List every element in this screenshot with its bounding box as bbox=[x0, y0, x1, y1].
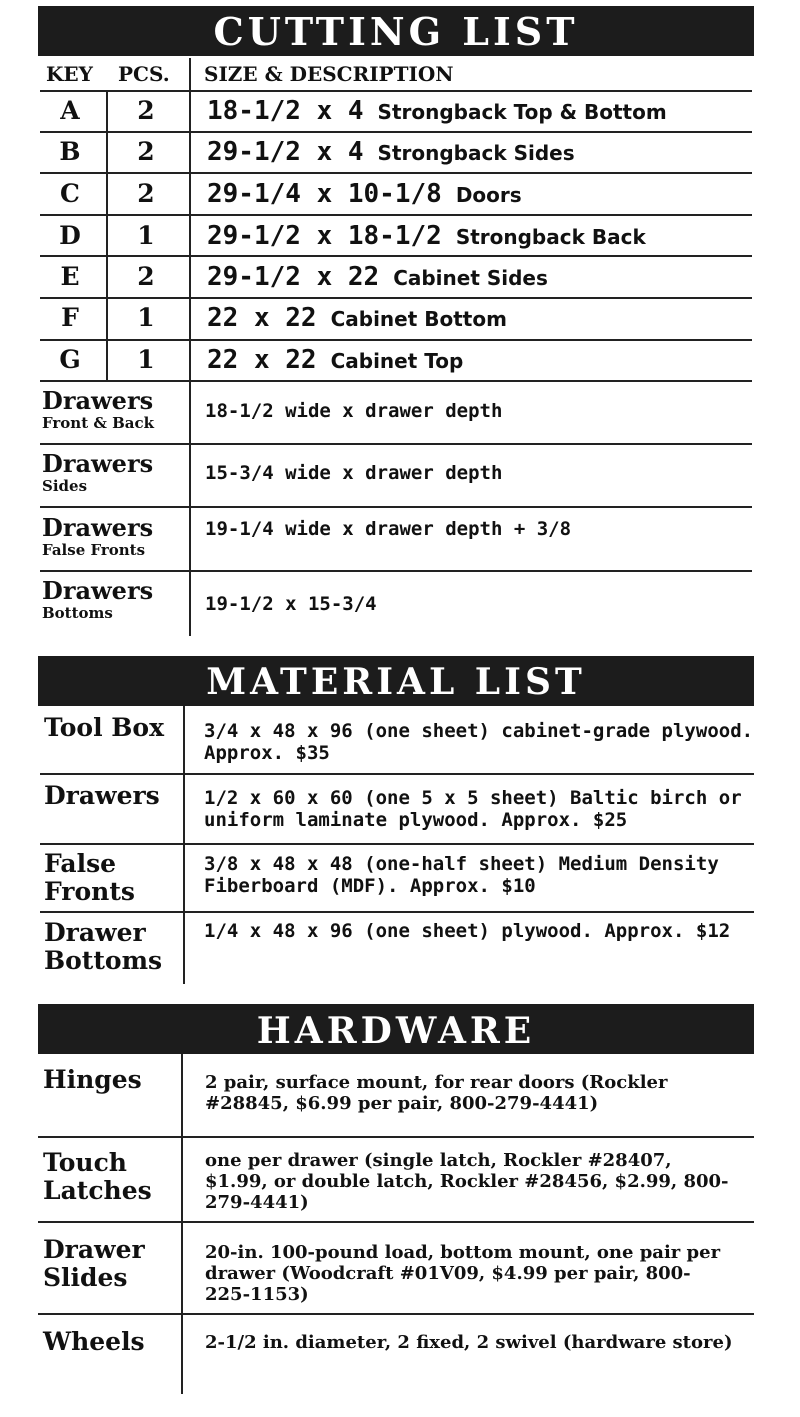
drawers-front-back-sub: Front & Back bbox=[42, 414, 155, 432]
row-a-description bbox=[207, 96, 667, 126]
row-e-description bbox=[207, 262, 548, 292]
material-col-divider bbox=[183, 706, 185, 984]
drawers-false-fronts-label: Drawers bbox=[42, 513, 154, 542]
row-d-size: 29-1/2 x 18-1/2 bbox=[207, 221, 442, 251]
cutting-list-title: CUTTING LIST bbox=[38, 6, 754, 56]
drawers-front-back-size: 18-1/2 wide x drawer depth bbox=[205, 400, 503, 422]
material-drawer-bottoms-label: Drawer Bottoms bbox=[44, 918, 163, 975]
row-divider bbox=[38, 1313, 754, 1315]
row-f-description bbox=[207, 303, 507, 333]
row-e-desc: Cabinet Sides bbox=[393, 266, 548, 290]
row-a-pcs: 2 bbox=[137, 96, 155, 125]
row-a-size: 18-1/2 x 4 bbox=[207, 96, 364, 126]
row-e-pcs: 2 bbox=[137, 262, 155, 291]
row-divider bbox=[40, 443, 752, 445]
material-false-fronts-label: False Fronts bbox=[44, 849, 135, 906]
row-b-desc: Strongback Sides bbox=[377, 141, 575, 165]
row-g-description bbox=[207, 345, 463, 375]
drawers-sides-sub: Sides bbox=[42, 477, 88, 495]
row-b-pcs: 2 bbox=[137, 137, 155, 166]
hardware-touch-latches-label: Touch Latches bbox=[43, 1148, 152, 1205]
row-divider bbox=[40, 90, 752, 92]
row-c-pcs: 2 bbox=[137, 179, 155, 208]
drawers-bottoms-label: Drawers bbox=[42, 576, 154, 605]
hardware-title: HARDWARE bbox=[38, 1004, 754, 1054]
drawers-bottoms-size: 19-1/2 x 15-3/4 bbox=[205, 593, 377, 615]
row-f-key: F bbox=[61, 303, 79, 332]
header-pcs: PCS. bbox=[118, 62, 170, 86]
material-list-title: MATERIAL LIST bbox=[38, 656, 754, 706]
row-c-description bbox=[207, 179, 522, 209]
row-divider bbox=[40, 172, 752, 174]
header-size-description: SIZE & DESCRIPTION bbox=[204, 62, 454, 86]
row-c-key: C bbox=[60, 179, 80, 208]
hardware-drawer-slides-label: Drawer Slides bbox=[43, 1235, 145, 1292]
drawers-sides-size: 15-3/4 wide x drawer depth bbox=[205, 462, 503, 484]
row-divider bbox=[40, 339, 752, 341]
hardware-hinges-text: 2 pair, surface mount, for rear doors (Rockler #28845, $6.99 per pair, 800-279-4441) bbox=[205, 1072, 668, 1114]
row-divider bbox=[40, 843, 754, 845]
hardware-touch-latches-text: one per drawer (single latch, Rockler #28407, $1.99, or double latch, Rockler #28456, $2.99, 800-279-4441) bbox=[205, 1150, 729, 1213]
row-d-description bbox=[207, 221, 646, 251]
row-b-description bbox=[207, 137, 575, 167]
drawers-false-fronts-size: 19-1/4 wide x drawer depth + 3/8 bbox=[205, 518, 572, 540]
row-f-desc: Cabinet Bottom bbox=[330, 307, 507, 331]
row-b-key: B bbox=[59, 137, 81, 166]
row-d-pcs: 1 bbox=[137, 221, 155, 250]
hardware-drawer-slides-text: 20-in. 100-pound load, bottom mount, one pair per drawer (Woodcraft #01V09, $4.99 per pair, 800-225-1153) bbox=[205, 1242, 721, 1305]
row-divider bbox=[40, 773, 754, 775]
row-f-pcs: 1 bbox=[137, 303, 155, 332]
row-divider bbox=[40, 380, 752, 382]
material-drawer-bottoms-text: 1/4 x 48 x 96 (one sheet) plywood. Approx. $12 bbox=[204, 920, 731, 942]
row-g-key: G bbox=[59, 345, 81, 374]
hardware-wheels-label: Wheels bbox=[43, 1327, 145, 1356]
row-c-desc: Doors bbox=[455, 183, 522, 207]
col-divider-pcs bbox=[189, 58, 191, 636]
row-divider bbox=[40, 214, 752, 216]
row-d-desc: Strongback Back bbox=[455, 225, 646, 249]
row-b-size: 29-1/2 x 4 bbox=[207, 137, 364, 167]
row-divider bbox=[38, 1136, 754, 1138]
row-g-desc: Cabinet Top bbox=[330, 349, 464, 373]
hardware-col-divider bbox=[181, 1054, 183, 1394]
material-drawers-text: 1/2 x 60 x 60 (one 5 x 5 sheet) Baltic birch or uniform laminate plywood. Approx. $25 bbox=[204, 787, 742, 831]
header-key: KEY bbox=[46, 62, 93, 86]
row-e-key: E bbox=[60, 262, 80, 291]
row-e-size: 29-1/2 x 22 bbox=[207, 262, 380, 292]
drawers-front-back-label: Drawers bbox=[42, 386, 154, 415]
row-divider bbox=[40, 131, 752, 133]
drawers-sides-label: Drawers bbox=[42, 449, 154, 478]
row-a-key: A bbox=[60, 96, 80, 125]
row-divider bbox=[40, 297, 752, 299]
row-g-pcs: 1 bbox=[137, 345, 155, 374]
row-f-size: 22 x 22 bbox=[207, 303, 317, 333]
row-divider bbox=[40, 506, 752, 508]
row-c-size: 29-1/4 x 10-1/8 bbox=[207, 179, 442, 209]
row-divider bbox=[40, 255, 752, 257]
material-toolbox-text: 3/4 x 48 x 96 (one sheet) cabinet-grade plywood. Approx. $35 bbox=[204, 720, 754, 764]
material-drawers-label: Drawers bbox=[44, 781, 160, 810]
row-divider bbox=[40, 570, 752, 572]
hardware-wheels-text: 2-1/2 in. diameter, 2 fixed, 2 swivel (hardware store) bbox=[205, 1332, 733, 1353]
drawers-false-fronts-sub: False Fronts bbox=[42, 541, 146, 559]
row-a-desc: Strongback Top & Bottom bbox=[377, 100, 667, 124]
row-divider bbox=[40, 911, 754, 913]
row-divider bbox=[38, 1221, 754, 1223]
material-false-fronts-text: 3/8 x 48 x 48 (one-half sheet) Medium Density Fiberboard (MDF). Approx. $10 bbox=[204, 853, 719, 897]
drawers-bottoms-sub: Bottoms bbox=[42, 604, 113, 622]
row-d-key: D bbox=[59, 221, 81, 250]
row-g-size: 22 x 22 bbox=[207, 345, 317, 375]
hardware-hinges-label: Hinges bbox=[43, 1065, 142, 1094]
material-toolbox-label: Tool Box bbox=[44, 713, 164, 742]
